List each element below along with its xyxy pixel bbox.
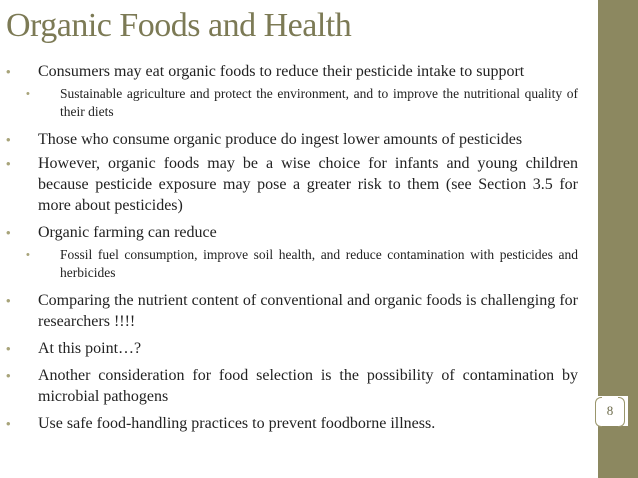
bullet-icon: •	[6, 368, 11, 383]
bullet-text: At this point…?	[38, 340, 142, 357]
sub-bullet-text: Sustainable agriculture and protect the environment, and to improve the nutritional quality of their diets	[60, 86, 578, 119]
bullet-icon: •	[6, 156, 11, 171]
bullet-item	[0, 129, 598, 150]
bullet-item	[0, 61, 598, 82]
bullet-item	[0, 365, 598, 407]
sub-bullet-item	[0, 85, 598, 121]
page-number: 8	[606, 403, 614, 418]
bullet-icon: •	[6, 293, 11, 308]
page-number-badge	[592, 396, 628, 426]
bullet-icon: •	[6, 64, 11, 79]
bullet-icon: •	[26, 249, 30, 261]
bullet-item	[0, 222, 598, 243]
sub-bullet-text: Fossil fuel consumption, improve soil health, and reduce contamination with pesticides and herbicides	[60, 247, 578, 280]
slide-title: Organic Foods and Health	[6, 7, 352, 44]
bullet-text: Comparing the nutrient content of conventional and organic foods is challenging for researchers !!!!	[38, 292, 578, 330]
bullet-text: Organic farming can reduce	[38, 224, 217, 241]
bullet-icon: •	[26, 88, 30, 100]
bullet-text: Another consideration for food selection is the possibility of contamination by microbial pathogens	[38, 367, 578, 405]
bullet-item	[0, 290, 598, 332]
bullet-text: However, organic foods may be a wise choice for infants and young children because pesticide exposure may pose a greater risk to them (see Section 3.5 for more about pesticides)	[38, 155, 578, 214]
bullet-icon: •	[6, 416, 11, 431]
bullet-text: Consumers may eat organic foods to reduce their pesticide intake to support	[38, 63, 525, 80]
bullet-icon: •	[6, 132, 11, 147]
bullet-list	[0, 61, 598, 434]
bullet-icon: •	[6, 341, 11, 356]
bullet-item	[0, 413, 598, 434]
bullet-item	[0, 153, 598, 216]
bullet-item	[0, 338, 598, 359]
bullet-text: Those who consume organic produce do ingest lower amounts of pesticides	[38, 131, 523, 148]
bullet-text: Use safe food-handling practices to prevent foodborne illness.	[38, 415, 436, 432]
sub-bullet-item	[0, 246, 598, 282]
bullet-icon: •	[6, 225, 11, 240]
